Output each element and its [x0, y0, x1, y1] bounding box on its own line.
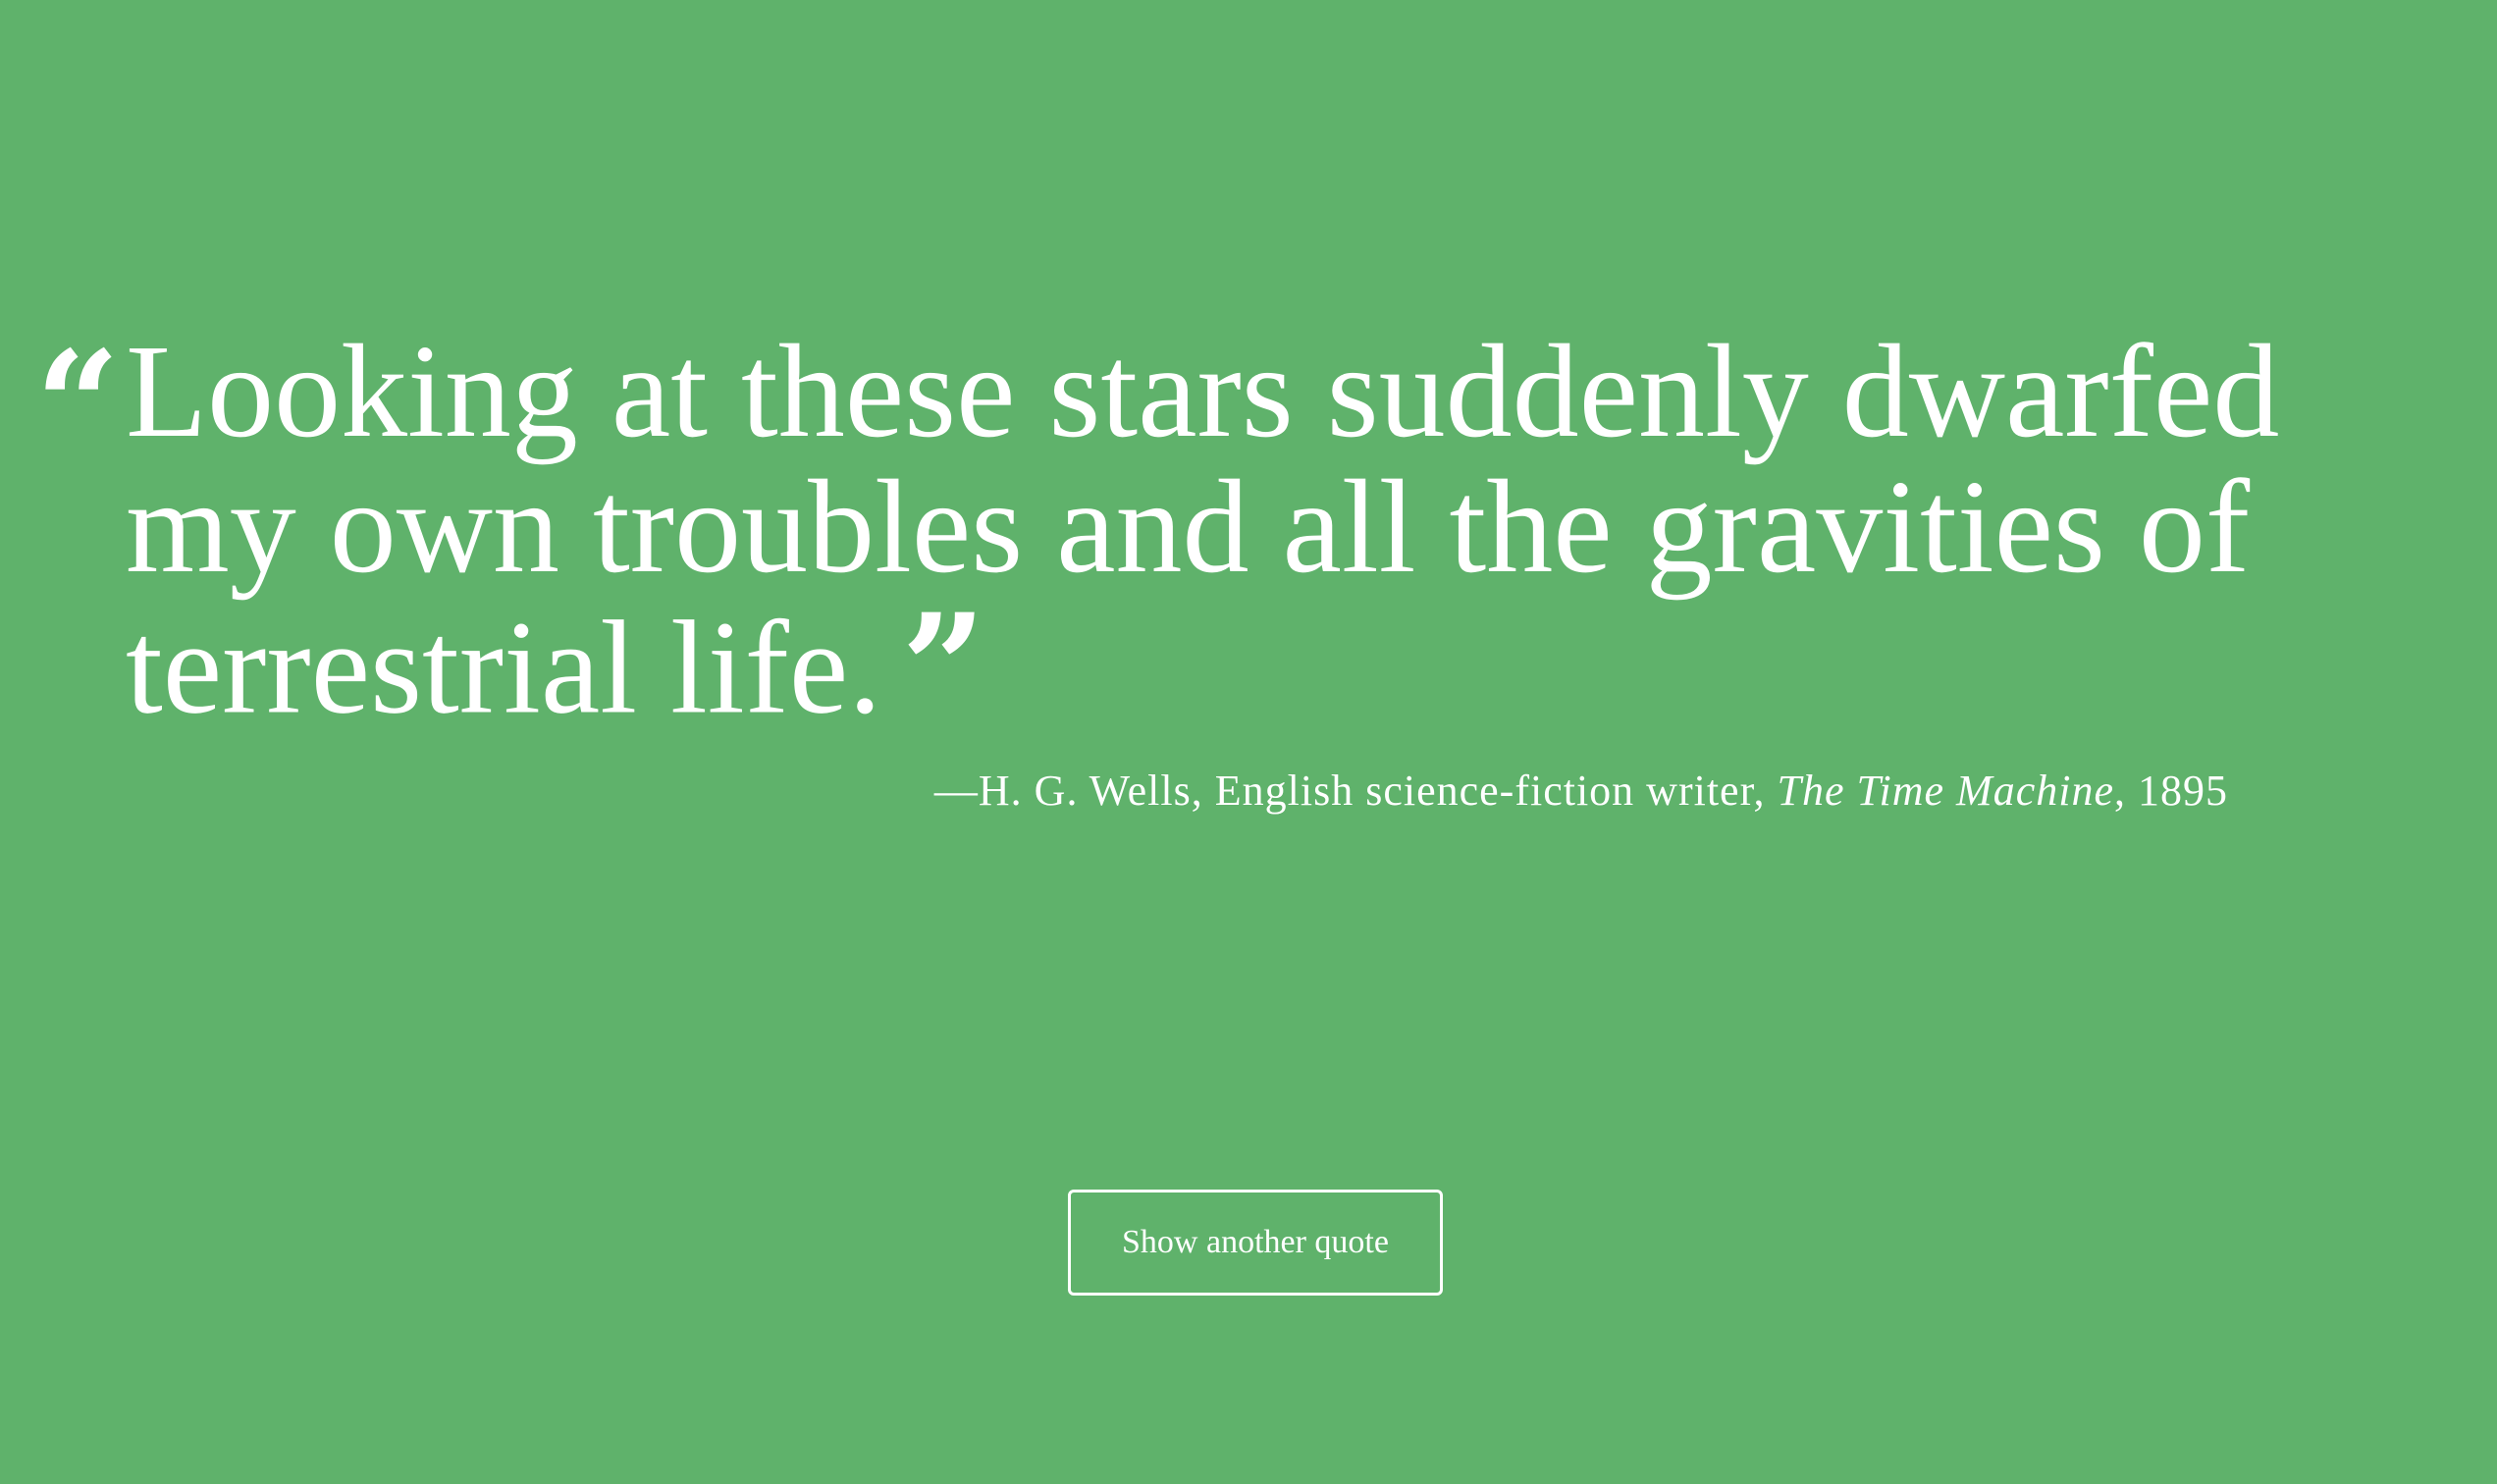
- attribution-work: The Time Machine: [1777, 767, 2114, 815]
- attribution-author: —H. G. Wells, English science-fiction writer,: [933, 767, 1778, 815]
- close-quote-icon: ”: [901, 582, 986, 755]
- quote-block: [0, 318, 2497, 834]
- quote-text: [126, 318, 2324, 755]
- quote-attribution: [934, 764, 2228, 819]
- show-another-quote-button[interactable]: Show another quote: [1068, 1190, 1443, 1296]
- quote-body: Looking at these stars suddenly dwarfed my own troubles and all the gravities of terrestrial life.: [126, 318, 2280, 742]
- attribution-year: , 1895: [2114, 767, 2228, 815]
- open-quote-icon: “: [35, 319, 121, 492]
